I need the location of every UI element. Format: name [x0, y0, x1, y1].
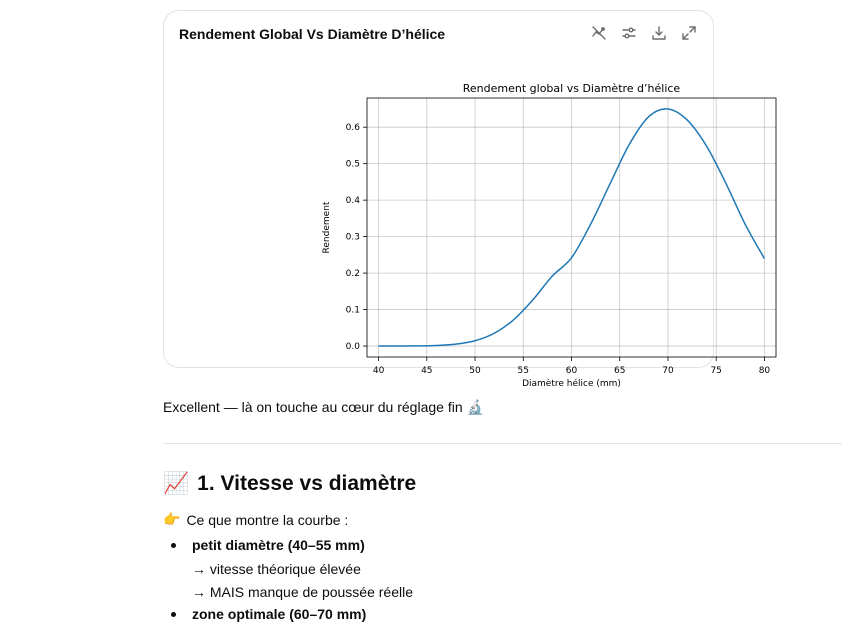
chart-card-title: Rendement Global Vs Diamètre D’hélice — [179, 26, 446, 42]
x-tick-label: 65 — [614, 366, 626, 376]
x-tick-label: 55 — [517, 366, 529, 376]
line-chart — [260, 67, 786, 389]
x-tick-label: 50 — [469, 366, 481, 376]
section-heading — [163, 472, 416, 496]
download-icon[interactable] — [649, 23, 669, 43]
bullet-dot — [171, 543, 176, 548]
list-item-title: zone optimale (60–70 mm) — [192, 606, 367, 622]
y-tick-label: 0.4 — [345, 196, 360, 207]
list-item-title: petit diamètre (40–55 mm) — [192, 537, 365, 553]
pointing-hand-icon: 👉 — [163, 511, 181, 527]
y-tick-label: 0.0 — [345, 342, 360, 353]
y-tick-label: 0.1 — [345, 305, 360, 316]
chart-title: Rendement global vs Diamètre d’hélice — [462, 82, 681, 95]
y-tick-label: 0.6 — [345, 123, 360, 134]
lead-line — [163, 511, 348, 528]
bullet-dot — [171, 612, 176, 617]
chart-card — [163, 10, 771, 389]
intro-text: Excellent — là on touche au cœur du réglage fin 🔬 — [163, 399, 484, 415]
y-axis-label: Rendement — [322, 201, 332, 254]
x-tick-label: 75 — [710, 366, 722, 376]
y-tick-label: 0.5 — [345, 159, 360, 170]
y-tick-label: 0.2 — [345, 269, 360, 280]
settings-sliders-icon[interactable] — [619, 23, 639, 43]
x-tick-label: 45 — [421, 366, 433, 376]
list-subitem: → MAIS manque de poussée réelle — [192, 584, 414, 600]
section-heading-text: 1. Vitesse vs diamètre — [197, 472, 417, 495]
disable-interactive-icon[interactable] — [589, 23, 609, 43]
expand-icon[interactable] — [679, 23, 699, 43]
list-item — [163, 535, 413, 558]
list-subitem: → vitesse théorique élevée — [192, 561, 361, 577]
chart-area — [260, 67, 786, 389]
bullet-list — [163, 535, 413, 627]
list-item — [163, 604, 413, 627]
x-axis-label: Diamètre hélice (mm) — [522, 379, 621, 389]
x-tick-label: 40 — [372, 366, 385, 376]
lead-text: Ce que montre la courbe : — [186, 511, 349, 528]
y-tick-label: 0.3 — [345, 232, 360, 243]
x-tick-label: 60 — [565, 366, 578, 376]
chart-toolbar — [589, 23, 699, 43]
x-tick-label: 70 — [662, 366, 674, 376]
chart-increasing-icon: 📈 — [163, 472, 190, 495]
section-divider — [163, 443, 842, 444]
x-tick-label: 80 — [758, 366, 771, 376]
